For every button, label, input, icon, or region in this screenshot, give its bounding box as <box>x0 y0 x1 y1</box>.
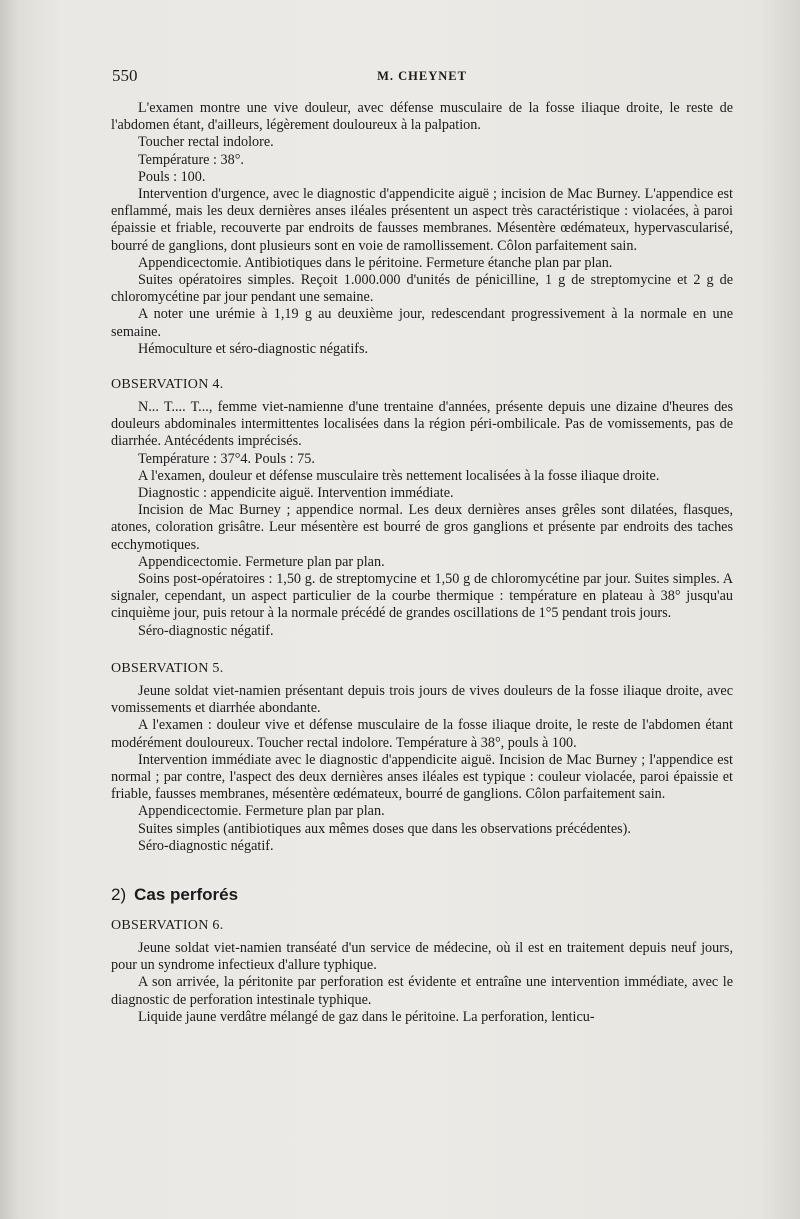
paragraph: Appendicectomie. Antibiotiques dans le péritoine. Fermeture étanche plan par plan. <box>138 254 613 271</box>
paragraph: Hémoculture et séro-diagnostic négatifs. <box>138 340 369 357</box>
paragraph: Séro-diagnostic négatif. <box>138 837 274 854</box>
observation-5-heading: OBSERVATION 5. <box>111 660 224 676</box>
paragraph: Pouls : 100. <box>138 168 206 185</box>
section-heading-perforated-cases <box>111 885 733 905</box>
paragraph: Séro-diagnostic négatif. <box>138 622 274 639</box>
section-title: Cas perforés <box>134 884 239 904</box>
running-head-author: M. CHEYNET <box>377 69 467 83</box>
paragraph: Intervention d'urgence, avec le diagnostic d'appendicite aiguë ; incision de Mac Burney. L'appendice est enflammé, mais les deux dernières anses iléales présentent un aspect très caractéristique : violacées, à paroi épaissie et friable, recouverte par endroits de fausses membranes. Mésentère œdémateux, hypervascularisé, bourré de ganglions, dont plusieurs sont en voie de ramollissement. Côlon parfaitement sain. <box>111 186 733 254</box>
paragraph: Suites opératoires simples. Reçoit 1.000.000 d'unités de pénicilline, 1 g de streptomycine et 2 g de chloromycétine par jour pendant une semaine. <box>111 272 733 306</box>
paragraph: Température : 38°. <box>138 151 244 168</box>
observation-4-heading: OBSERVATION 4. <box>111 377 224 393</box>
paragraph: Jeune soldat viet-namien présentant depuis trois jours de vives douleurs de la fosse iliaque droite, avec vomissements et diarrhée abondante. <box>111 682 733 717</box>
paragraph: A son arrivée, la péritonite par perforation est évidente et entraîne une intervention immédiate, avec le diagnostic de perforation intestinale typhique. <box>111 974 733 1008</box>
paragraph: Liquide jaune verdâtre mélangé de gaz dans le péritoine. La perforation, lenticu- <box>138 1008 595 1025</box>
paragraph: Toucher rectal indolore. <box>138 134 274 151</box>
body-text <box>111 100 733 1026</box>
paragraph: N... T.... T..., femme viet-namienne d'une trentaine d'années, présente depuis une dizaine d'heures des douleurs abdominales intermittentes localisées dans la région péri-ombilicale. Pas de vomissements, pas de diarrhée. Antécédents imprécisés. <box>111 399 733 450</box>
paragraph: Température : 37°4. Pouls : 75. <box>138 450 315 467</box>
page-number: 550 <box>112 66 138 85</box>
paragraph: Incision de Mac Burney ; appendice normal. Les deux dernières anses grêles sont dilatées, flasques, atones, coloration grisâtre. Leur mésentère est bourré de gros ganglions et présente par endroits des taches ecchymotiques. <box>111 502 733 553</box>
paragraph: Diagnostic : appendicite aiguë. Intervention immédiate. <box>138 485 454 502</box>
paragraph: Intervention immédiate avec le diagnostic d'appendicite aiguë. Incision de Mac Burney ; l'appendice est normal ; par contre, l'aspect des deux dernières anses iléales est typique : couleur violacée, paroi épaissie et friable, fausses membranes, mésentère œdémateux, bourré de ganglions. Côlon parfaitement sain. <box>111 751 733 803</box>
observation-6-heading: OBSERVATION 6. <box>111 917 224 933</box>
paragraph: A l'examen, douleur et défense musculaire très nettement localisées à la fosse iliaque droite. <box>138 467 660 484</box>
page-header <box>112 66 732 90</box>
paragraph: L'examen montre une vive douleur, avec défense musculaire de la fosse iliaque droite, le reste de l'abdomen étant, d'ailleurs, légèrement douloureux à la palpation. <box>111 100 733 134</box>
paragraph: Jeune soldat viet-namien transéaté d'un service de médecine, où il est en traitement depuis neuf jours, pour un syndrome infectieux d'allure typhique. <box>111 939 733 974</box>
paragraph: A l'examen : douleur vive et défense musculaire de la fosse iliaque droite, le reste de l'abdomen étant modérément douloureux. Toucher rectal indolore. Température à 38°, pouls à 100. <box>111 717 733 751</box>
section-number: 2) <box>111 884 127 904</box>
paragraph: Appendicectomie. Fermeture plan par plan. <box>138 553 385 570</box>
paragraph: Suites simples (antibiotiques aux mêmes doses que dans les observations précédentes). <box>138 820 631 837</box>
paragraph: Appendicectomie. Fermeture plan par plan. <box>138 803 385 820</box>
paragraph: Soins post-opératoires : 1,50 g. de streptomycine et 1,50 g de chloromycétine par jour. Suites simples. A signaler, cependant, un aspect particulier de la courbe thermique : température en plateau à 38° jusqu'au cinquième jour, puis retour à la normale précédé de grandes oscillations de 1°5 pendant trois jours. <box>111 571 733 622</box>
paragraph: A noter une urémie à 1,19 g au deuxième jour, redescendant progressivement à la normale en une semaine. <box>111 306 733 340</box>
